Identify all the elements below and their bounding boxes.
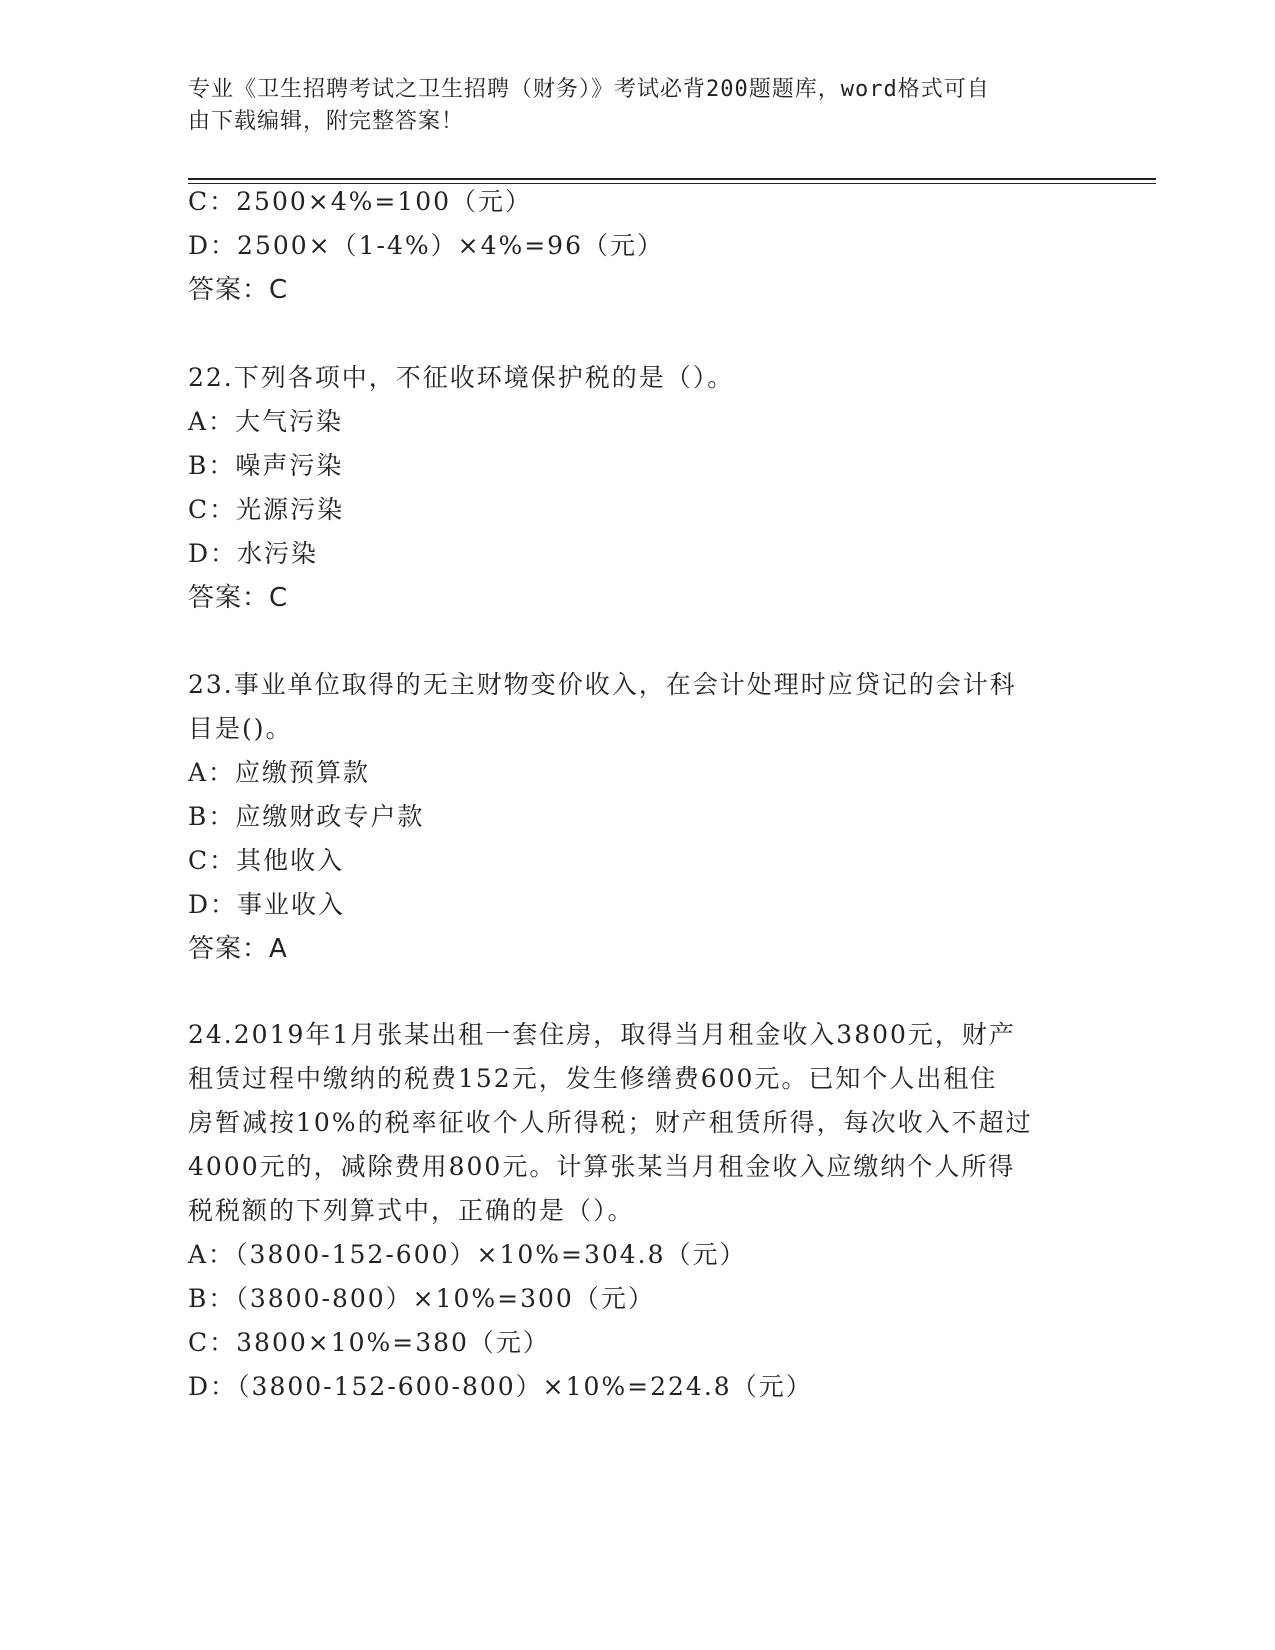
q23-stem-line-1: 23.事业单位取得的无主财物变价收入，在会计处理时应贷记的会计科 xyxy=(188,670,1017,699)
q21-option-d: D：2500×（1-4%）×4%=96（元） xyxy=(188,231,664,260)
header-rule-thin xyxy=(188,183,1156,184)
q23-option-a: A：应缴预算款 xyxy=(188,758,371,787)
q24-option-c: C：3800×10%=380（元） xyxy=(188,1328,550,1357)
q21-answer: 答案：C xyxy=(188,275,289,305)
header-title-line-1: 专业《卫生招聘考试之卫生招聘（财务）》考试必背200题题库，word格式可自 xyxy=(188,77,990,102)
q23-option-b: B：应缴财政专户款 xyxy=(188,802,425,831)
q24-stem-line-1: 24.2019年1月张某出租一套住房，取得当月租金收入3800元，财产 xyxy=(188,1020,1016,1049)
q22-option-b: B：噪声污染 xyxy=(188,451,344,480)
document-header xyxy=(188,74,1068,138)
q23-option-d: D：事业收入 xyxy=(188,890,346,919)
q24-stem-line-3: 房暂减按10%的税率征收个人所得税；财产租赁所得，每次收入不超过 xyxy=(188,1108,1033,1137)
q22-option-a: A：大气污染 xyxy=(188,407,344,436)
header-title-line-2: 由下载编辑，附完整答案！ xyxy=(188,109,465,134)
q23-answer: 答案：A xyxy=(188,934,288,964)
q21-option-c: C：2500×4%=100（元） xyxy=(188,187,533,216)
q22-stem: 22.下列各项中，不征收环境保护税的是（）。 xyxy=(188,363,735,392)
q24-option-a: A：（3800-152-600）×10%=304.8（元） xyxy=(188,1240,747,1269)
q24-stem-line-2: 租赁过程中缴纳的税费152元，发生修缮费600元。已知个人出租住 xyxy=(188,1064,998,1093)
q23-stem-line-2: 目是()。 xyxy=(188,714,293,743)
q22-answer: 答案：C xyxy=(188,583,289,613)
q24-option-b: B：（3800-800）×10%=300（元） xyxy=(188,1284,655,1313)
q24-stem-line-5: 税税额的下列算式中，正确的是（）。 xyxy=(188,1196,635,1225)
q22-option-c: C：光源污染 xyxy=(188,495,345,524)
q22-option-d: D：水污染 xyxy=(188,539,319,568)
q23-option-c: C：其他收入 xyxy=(188,846,345,875)
q24-option-d: D：（3800-152-600-800）×10%=224.8（元） xyxy=(188,1372,813,1401)
q24-stem-line-4: 4000元的，减除费用800元。计算张某当月租金收入应缴纳个人所得 xyxy=(188,1152,1016,1181)
header-rule-thick xyxy=(188,178,1156,180)
